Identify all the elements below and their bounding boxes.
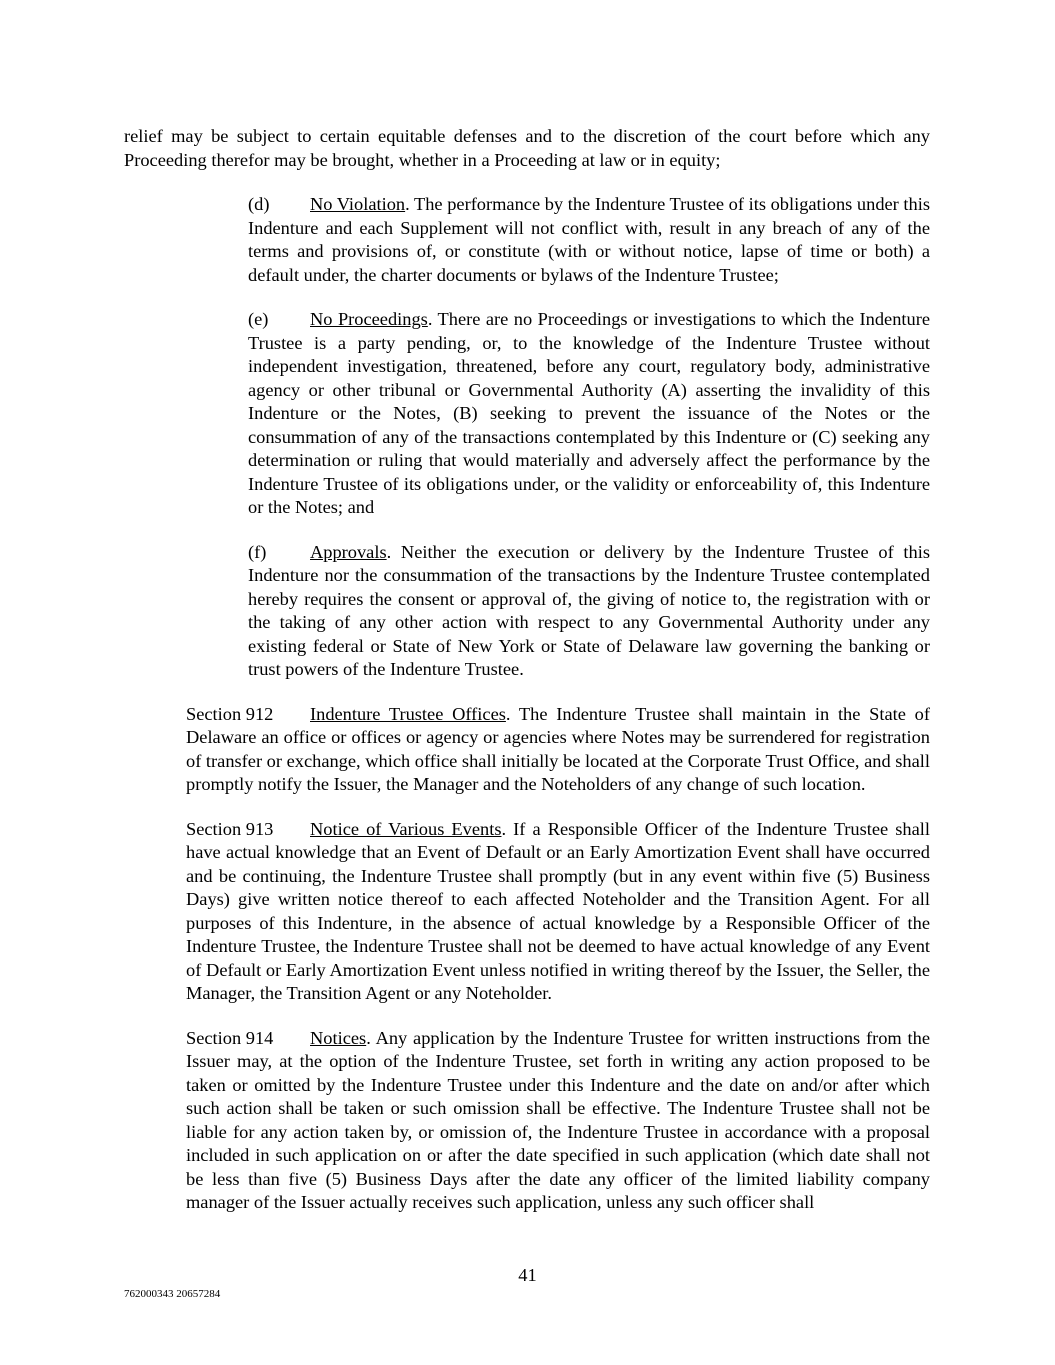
section-912 bbox=[124, 703, 930, 797]
clause-text: . There are no Proceedings or investigations to which the Indenture Trustee is a party pending, or, to the knowledge of the Indenture Trustee without independent investigation, threatened, before any court, regulatory body, administrative agency or other tribunal or Governmental Authority (A) asserting the invalidity of this Indenture or the Notes, (B) seeking to prevent the issuance of the Notes or the consummation of any of the transactions contemplated by this Indenture or (C) seeking any determination or ruling that would materially and adversely affect the performance by the Indenture Trustee of its obligations under, or the validity or enforceability of, this Indenture or the Notes; and bbox=[248, 309, 930, 517]
section-number: Section 912 bbox=[186, 703, 274, 724]
clause-label: (f) bbox=[248, 541, 267, 562]
section-title: Notices bbox=[310, 1027, 367, 1048]
clause-label: (d) bbox=[248, 194, 270, 214]
clause-title: No Proceedings bbox=[310, 309, 428, 329]
clause-d bbox=[124, 193, 930, 287]
section-title: Notice of Various Events bbox=[310, 818, 502, 839]
clause-title: Approvals bbox=[310, 541, 387, 562]
document-id: 762000343 20657284 bbox=[124, 1288, 221, 1300]
section-text: . Any application by the Indenture Trustee for written instructions from the Issuer may, at the option of the Indenture Trustee, set forth in writing any action proposed to be taken or omitted by the Indenture Trustee under this Indenture and the date on and/or after which such action shall be taken or such omission shall be effective. The Indenture Trustee shall not be liable for any action taken by, or omission of, the Indenture Trustee in accordance with a proposal included in such application on or after the date specified in such application (which date shall not be less than five (5) Business Days after the date any officer of the limited liability company manager of the Issuer actually receives such application, unless any such officer shall bbox=[186, 1027, 930, 1212]
section-text: . If a Responsible Officer of the Indenture Trustee shall have actual knowledge that an Event of Default or an Early Amortization Event shall have occurred and be continuing, the Indenture Trustee shall promptly (but in any event within five (5) Business Days) give written notice thereof to each affected Noteholder and the Transition Agent. For all purposes of this Indenture, in the absence of actual knowledge by a Responsible Officer of the Indenture Trustee, the Indenture Trustee shall not be deemed to have actual knowledge of any Event of Default or Early Amortization Event unless notified in writing thereof by the Issuer, the Seller, the Manager, the Transition Agent or any Noteholder. bbox=[186, 818, 930, 1003]
clause-e bbox=[124, 308, 930, 520]
document-body bbox=[124, 125, 930, 1236]
clause-label: (e) bbox=[248, 309, 269, 329]
section-title: Indenture Trustee Offices bbox=[310, 703, 506, 724]
clause-title: No Violation bbox=[310, 194, 406, 214]
clause-text: . The performance by the Indenture Trustee of its obligations under this Indenture and each Supplement will not conflict with, result in any breach of any of the terms and provisions of, or constitute (with or without notice, lapse of time or both) a default under, the charter documents or bylaws of the Indenture Trustee; bbox=[248, 194, 930, 285]
section-number: Section 913 bbox=[186, 818, 274, 839]
section-914 bbox=[124, 1027, 930, 1215]
clause-f bbox=[124, 541, 930, 682]
section-text: . The Indenture Trustee shall maintain in the State of Delaware an office or offices or agency or agencies where Notes may be surrendered for registration of transfer or exchange, which office shall initially be located at the Corporate Trust Office, and shall promptly notify the Issuer, the Manager and the Noteholders of any change of such location. bbox=[186, 703, 930, 794]
section-number: Section 914 bbox=[186, 1027, 274, 1048]
clause-text: . Neither the execution or delivery by the Indenture Trustee of this Indenture nor the consummation of the transactions by the Indenture Trustee contemplated hereby requires the consent or approval of, the giving of notice to, the registration with or the taking of any other action with respect to any Governmental Authority under any existing federal or State of New York or State of Delaware law governing the banking or trust powers of the Indenture Trustee. bbox=[248, 541, 930, 679]
section-913 bbox=[124, 818, 930, 1006]
page-number: 41 bbox=[518, 1265, 537, 1285]
continuation-paragraph: relief may be subject to certain equitable defenses and to the discretion of the court before which any Proceeding therefor may be brought, whether in a Proceeding at law or in equity; bbox=[124, 126, 930, 170]
